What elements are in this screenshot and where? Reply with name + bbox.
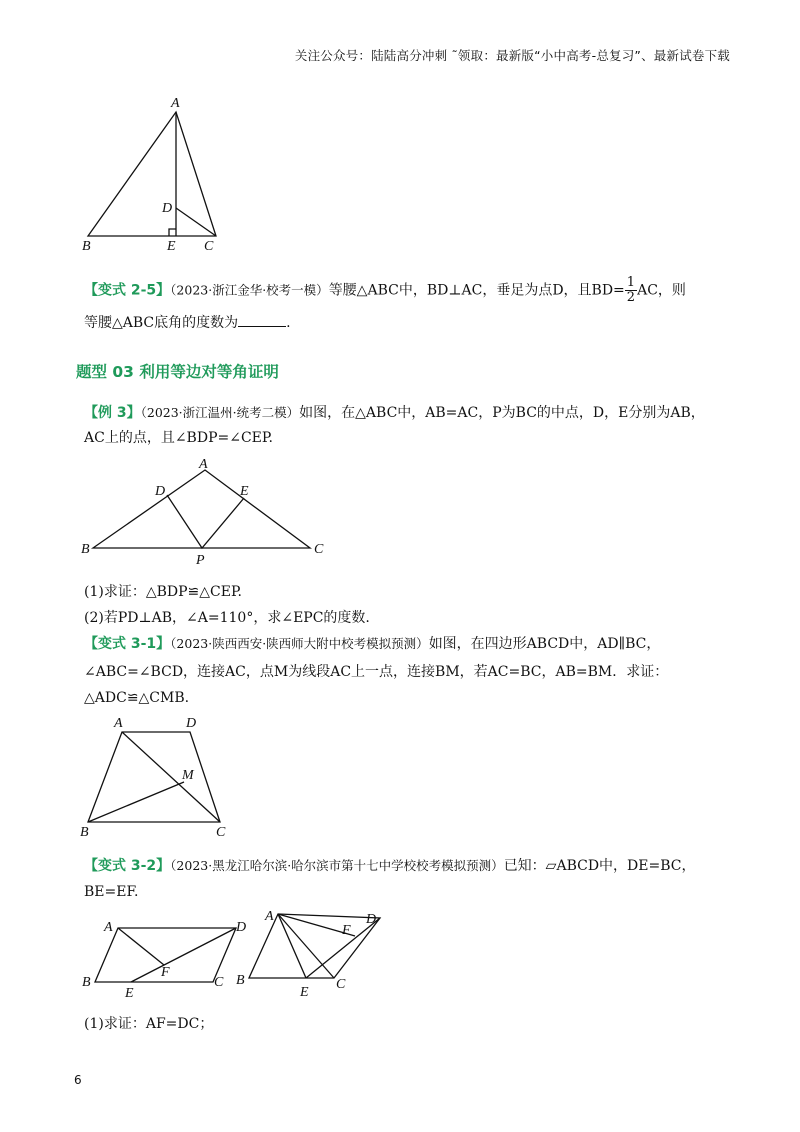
segments-d-p-e bbox=[167, 495, 244, 548]
variant-3-2-tag: 【变式 3-2】 bbox=[84, 858, 171, 874]
label-d: D bbox=[162, 201, 173, 216]
example-3-source: （2023·浙江温州·统考二模） bbox=[140, 405, 300, 420]
label-m: M bbox=[182, 768, 194, 783]
label-f: F bbox=[161, 965, 170, 980]
label-a: A bbox=[171, 96, 180, 111]
label-c: C bbox=[204, 239, 214, 254]
variant-3-1-line2: ∠ABC=∠BCD，连接AC，点M为线段AC上一点，连接BM，若AC=BC，AB=BM．求证： bbox=[84, 664, 669, 680]
example-3-line1: 【例 3】（2023·浙江温州·统考二模）如图，在△ABC中，AB=AC，P为BC的中点，D，E分别为AB， bbox=[84, 405, 705, 421]
label-c: C bbox=[214, 975, 224, 990]
triangle-abc bbox=[93, 470, 310, 548]
variant-3-2-line1: 【变式 3-2】（2023·黑龙江哈尔滨·哈尔滨市第十七中学校校考模拟预测）已知：▱ABCD中，DE=BC， bbox=[84, 858, 696, 874]
example-3-line2: AC上的点，且∠BDP=∠CEP. bbox=[84, 430, 273, 446]
label-f: F bbox=[342, 923, 351, 938]
variant-3-1-source: （2023·陕西西安·陕西师大附中校考模拟预测） bbox=[170, 636, 429, 651]
variant-3-1-line3: △ADC≌△CMB. bbox=[84, 690, 190, 706]
triangle-abc bbox=[88, 112, 216, 236]
label-d: D bbox=[186, 716, 197, 731]
label-e: E bbox=[300, 985, 309, 1000]
figure-parallelogram-right bbox=[232, 902, 392, 1002]
label-c: C bbox=[216, 825, 226, 840]
variant-2-5-line1 bbox=[84, 276, 686, 305]
section-title: 题型 03 利用等边对等角证明 bbox=[76, 363, 279, 381]
segment-af bbox=[118, 928, 164, 965]
figure-triangle-abc-altitude bbox=[70, 90, 240, 260]
segment-dc bbox=[176, 208, 216, 236]
variant-2-5-text-pre: 等腰△ABC中，BD⊥AC，垂足为点D，且BD= bbox=[328, 282, 625, 299]
trapezoid-abcd bbox=[88, 732, 220, 822]
variant-3-2-question-1: (1)求证：AF=DC； bbox=[84, 1016, 214, 1032]
variant-2-5-source: （2023·浙江金华·校考一模） bbox=[170, 282, 329, 298]
variant-3-1-line1: 【变式 3-1】（2023·陕西西安·陕西师大附中校考模拟预测）如图，在四边形ABCD中，AD∥BC， bbox=[84, 636, 661, 652]
segment-ae bbox=[278, 914, 306, 978]
label-b: B bbox=[82, 239, 91, 254]
label-b: B bbox=[82, 975, 91, 990]
variant-2-5-tag: 【变式 2-5】 bbox=[84, 282, 171, 299]
variant-3-2-source: （2023·黑龙江哈尔滨·哈尔滨市第十七中学校校考模拟预测） bbox=[170, 858, 504, 873]
page-number: 6 bbox=[74, 1073, 82, 1087]
page-header: 关注公众号：陆陆高分冲刺 ˜领取：最新版“小中高考-总复习”、最新试卷下载 bbox=[294, 48, 730, 63]
label-p: P bbox=[196, 553, 205, 568]
label-b: B bbox=[81, 542, 90, 557]
label-b: B bbox=[236, 973, 245, 988]
fraction-one-half: $\frac{1}{2}$ bbox=[626, 275, 636, 305]
example-3-question-1: (1)求证：△BDP≌△CEP. bbox=[84, 584, 242, 600]
label-d: D bbox=[236, 920, 247, 935]
label-a: A bbox=[199, 457, 208, 472]
right-angle-mark bbox=[169, 229, 176, 236]
label-d: D bbox=[366, 912, 377, 927]
segment-bm bbox=[88, 782, 184, 822]
variant-3-2-line2: BE=EF. bbox=[84, 884, 139, 900]
label-e: E bbox=[167, 239, 176, 254]
figure-triangle-bdp-cep bbox=[78, 452, 338, 570]
variant-2-5-line2: 等腰△ABC底角的度数为 . bbox=[84, 312, 291, 333]
label-c: C bbox=[336, 977, 346, 992]
figure-parallelogram-left bbox=[78, 908, 253, 1000]
example-3-question-2: (2)若PD⊥AB，∠A=110°，求∠EPC的度数. bbox=[84, 610, 370, 626]
label-a: A bbox=[265, 909, 274, 924]
label-a: A bbox=[104, 920, 113, 935]
label-c: C bbox=[314, 542, 324, 557]
label-a: A bbox=[114, 716, 123, 731]
answer-blank bbox=[238, 312, 286, 327]
example-3-tag: 【例 3】 bbox=[84, 405, 141, 421]
label-e: E bbox=[240, 484, 249, 499]
variant-2-5-text-post: AC，则 bbox=[637, 282, 686, 299]
segment-ac bbox=[278, 914, 334, 978]
label-e: E bbox=[125, 986, 134, 1000]
segment-de bbox=[131, 928, 236, 982]
label-b: B bbox=[80, 825, 89, 840]
figure-trapezoid-abcd bbox=[74, 712, 244, 842]
variant-3-1-tag: 【变式 3-1】 bbox=[84, 636, 171, 652]
label-d: D bbox=[155, 484, 166, 499]
